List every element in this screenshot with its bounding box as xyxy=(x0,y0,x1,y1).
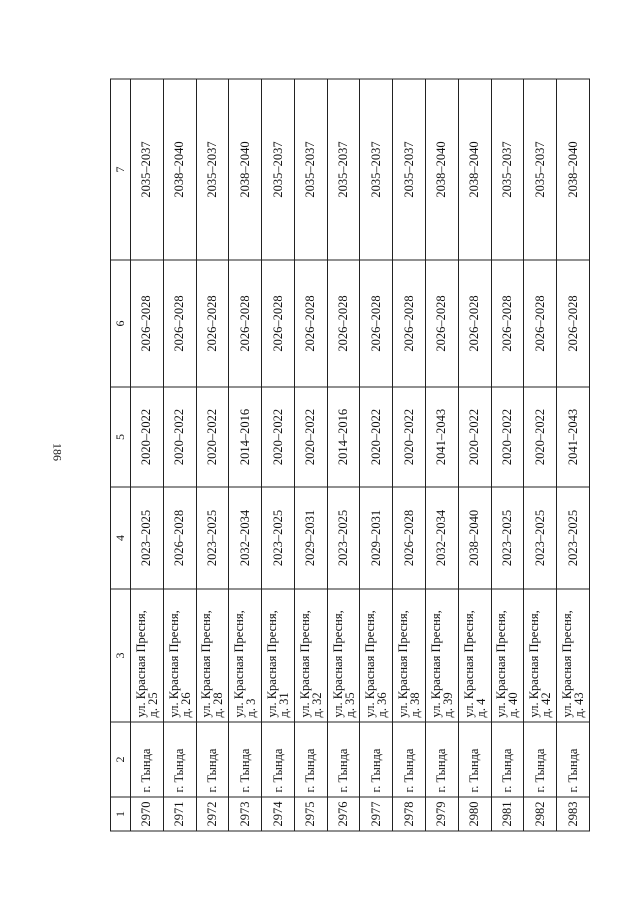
address-street: ул. Красная Пресня, xyxy=(166,610,181,718)
table-row xyxy=(458,79,491,831)
period-cell-col4: 2023–2025 xyxy=(524,487,557,589)
column-header: 5 xyxy=(111,387,131,487)
table-row xyxy=(229,79,262,831)
period-cell-col5: 2014–2016 xyxy=(229,387,262,487)
period-cell-col4: 2023–2025 xyxy=(327,487,360,589)
period-cell-col6: 2026–2028 xyxy=(426,260,459,387)
period-cell-col4: 2023–2025 xyxy=(557,487,590,589)
table-row xyxy=(491,79,524,831)
table-row xyxy=(196,79,229,831)
address-house: д. 38 xyxy=(408,692,423,718)
period-cell-col6: 2026–2028 xyxy=(229,260,262,387)
table-row xyxy=(360,79,393,831)
address-house: д. 31 xyxy=(277,692,292,718)
period-cell-col6: 2026–2028 xyxy=(491,260,524,387)
address-cell xyxy=(294,589,327,722)
table-row xyxy=(131,79,164,831)
period-cell-col5: 2014–2016 xyxy=(327,387,360,487)
row-number: 2976 xyxy=(327,797,360,831)
period-cell-col6: 2026–2028 xyxy=(131,260,164,387)
row-number: 2974 xyxy=(262,797,295,831)
period-cell-col6: 2026–2028 xyxy=(524,260,557,387)
period-cell-col6: 2026–2028 xyxy=(458,260,491,387)
period-cell-col7: 2035–2037 xyxy=(491,79,524,260)
period-cell-col7: 2038–2040 xyxy=(163,79,196,260)
row-number: 2970 xyxy=(131,797,164,831)
period-cell-col7: 2038–2040 xyxy=(426,79,459,260)
period-cell-col5: 2041–2043 xyxy=(557,387,590,487)
address-cell xyxy=(262,589,295,722)
city-cell: г. Тында xyxy=(426,722,459,797)
period-cell-col6: 2026–2028 xyxy=(327,260,360,387)
period-cell-col4: 2026–2028 xyxy=(393,487,426,589)
city-cell: г. Тында xyxy=(393,722,426,797)
column-header: 6 xyxy=(111,260,131,387)
row-number: 2980 xyxy=(458,797,491,831)
period-cell-col7: 2035–2037 xyxy=(360,79,393,260)
address-house: д. 25 xyxy=(145,692,160,718)
period-cell-col7: 2035–2037 xyxy=(262,79,295,260)
table-row xyxy=(524,79,557,831)
city-cell: г. Тында xyxy=(294,722,327,797)
address-house: д. 35 xyxy=(342,692,357,718)
table-row xyxy=(163,79,196,831)
table-row xyxy=(426,79,459,831)
column-header: 1 xyxy=(111,797,131,831)
period-cell-col4: 2023–2025 xyxy=(262,487,295,589)
period-cell-col5: 2020–2022 xyxy=(163,387,196,487)
period-cell-col7: 2035–2037 xyxy=(131,79,164,260)
row-number: 2979 xyxy=(426,797,459,831)
period-cell-col7: 2038–2040 xyxy=(229,79,262,260)
table-body xyxy=(131,79,590,831)
city-cell: г. Тында xyxy=(327,722,360,797)
column-header: 4 xyxy=(111,487,131,589)
period-cell-col5: 2020–2022 xyxy=(196,387,229,487)
period-cell-col7: 2035–2037 xyxy=(196,79,229,260)
city-cell: г. Тында xyxy=(229,722,262,797)
period-cell-col4: 2032–2034 xyxy=(229,487,262,589)
table-container xyxy=(110,79,590,831)
table-row xyxy=(393,79,426,831)
address-street: ул. Красная Пресня, xyxy=(461,610,476,718)
address-street: ул. Красная Пресня, xyxy=(265,610,280,718)
row-number: 2983 xyxy=(557,797,590,831)
address-cell xyxy=(393,589,426,722)
period-cell-col6: 2026–2028 xyxy=(163,260,196,387)
address-street: ул. Красная Пресня, xyxy=(428,610,443,718)
address-cell xyxy=(196,589,229,722)
period-cell-col4: 2032–2034 xyxy=(426,487,459,589)
city-cell: г. Тында xyxy=(262,722,295,797)
address-cell xyxy=(458,589,491,722)
period-cell-col6: 2026–2028 xyxy=(294,260,327,387)
period-cell-col4: 2026–2028 xyxy=(163,487,196,589)
city-cell: г. Тында xyxy=(360,722,393,797)
address-house: д. 28 xyxy=(211,692,226,718)
city-cell: г. Тында xyxy=(557,722,590,797)
period-cell-col7: 2035–2037 xyxy=(524,79,557,260)
city-cell: г. Тында xyxy=(524,722,557,797)
period-cell-col5: 2020–2022 xyxy=(393,387,426,487)
address-house: д. 40 xyxy=(506,692,521,718)
period-cell-col5: 2020–2022 xyxy=(360,387,393,487)
period-cell-col4: 2029–2031 xyxy=(294,487,327,589)
table-row xyxy=(294,79,327,831)
row-number: 2981 xyxy=(491,797,524,831)
address-house: д. 43 xyxy=(572,692,587,718)
address-house: д. 42 xyxy=(539,692,554,718)
address-cell xyxy=(229,589,262,722)
period-cell-col6: 2026–2028 xyxy=(393,260,426,387)
address-house: д. 3 xyxy=(244,698,259,718)
address-cell xyxy=(327,589,360,722)
city-cell: г. Тында xyxy=(458,722,491,797)
period-cell-col5: 2020–2022 xyxy=(262,387,295,487)
period-cell-col4: 2038–2040 xyxy=(458,487,491,589)
period-cell-col4: 2029–2031 xyxy=(360,487,393,589)
row-number: 2977 xyxy=(360,797,393,831)
address-street: ул. Красная Пресня, xyxy=(297,610,312,718)
address-street: ул. Красная Пресня, xyxy=(527,610,542,718)
row-number: 2973 xyxy=(229,797,262,831)
period-cell-col5: 2020–2022 xyxy=(491,387,524,487)
address-cell xyxy=(491,589,524,722)
address-street: ул. Красная Пресня, xyxy=(363,610,378,718)
period-cell-col6: 2026–2028 xyxy=(196,260,229,387)
address-cell xyxy=(426,589,459,722)
address-house: д. 4 xyxy=(473,698,488,718)
period-cell-col6: 2026–2028 xyxy=(557,260,590,387)
city-cell: г. Тында xyxy=(491,722,524,797)
address-street: ул. Красная Пресня, xyxy=(396,610,411,718)
housing-register-table xyxy=(110,79,590,832)
period-cell-col7: 2035–2037 xyxy=(393,79,426,260)
period-cell-col4: 2023–2025 xyxy=(131,487,164,589)
table-header-row xyxy=(111,79,131,831)
period-cell-col7: 2038–2040 xyxy=(557,79,590,260)
period-cell-col5: 2020–2022 xyxy=(131,387,164,487)
table-row xyxy=(327,79,360,831)
page-number: 186 xyxy=(50,443,65,461)
period-cell-col4: 2023–2025 xyxy=(196,487,229,589)
period-cell-col7: 2035–2037 xyxy=(294,79,327,260)
address-street: ул. Красная Пресня, xyxy=(560,610,575,718)
address-house: д. 39 xyxy=(440,692,455,718)
row-number: 2972 xyxy=(196,797,229,831)
column-header: 3 xyxy=(111,589,131,722)
table-row xyxy=(557,79,590,831)
period-cell-col4: 2023–2025 xyxy=(491,487,524,589)
address-house: д. 36 xyxy=(375,692,390,718)
period-cell-col7: 2035–2037 xyxy=(327,79,360,260)
row-number: 2978 xyxy=(393,797,426,831)
table-row xyxy=(262,79,295,831)
address-cell xyxy=(557,589,590,722)
period-cell-col6: 2026–2028 xyxy=(360,260,393,387)
address-street: ул. Красная Пресня, xyxy=(133,610,148,718)
row-number: 2975 xyxy=(294,797,327,831)
city-cell: г. Тында xyxy=(131,722,164,797)
address-cell xyxy=(360,589,393,722)
period-cell-col5: 2020–2022 xyxy=(458,387,491,487)
column-header: 7 xyxy=(111,79,131,260)
period-cell-col5: 2041–2043 xyxy=(426,387,459,487)
address-street: ул. Красная Пресня, xyxy=(330,610,345,718)
period-cell-col7: 2038–2040 xyxy=(458,79,491,260)
address-street: ул. Красная Пресня, xyxy=(232,610,247,718)
row-number: 2971 xyxy=(163,797,196,831)
address-cell xyxy=(524,589,557,722)
column-header: 2 xyxy=(111,722,131,797)
period-cell-col5: 2020–2022 xyxy=(294,387,327,487)
address-cell xyxy=(163,589,196,722)
period-cell-col6: 2026–2028 xyxy=(262,260,295,387)
address-cell xyxy=(131,589,164,722)
row-number: 2982 xyxy=(524,797,557,831)
city-cell: г. Тында xyxy=(196,722,229,797)
period-cell-col5: 2020–2022 xyxy=(524,387,557,487)
address-house: д. 32 xyxy=(309,692,324,718)
address-house: д. 26 xyxy=(178,692,193,718)
address-street: ул. Красная Пресня, xyxy=(494,610,509,718)
address-street: ул. Красная Пресня, xyxy=(199,610,214,718)
city-cell: г. Тында xyxy=(163,722,196,797)
